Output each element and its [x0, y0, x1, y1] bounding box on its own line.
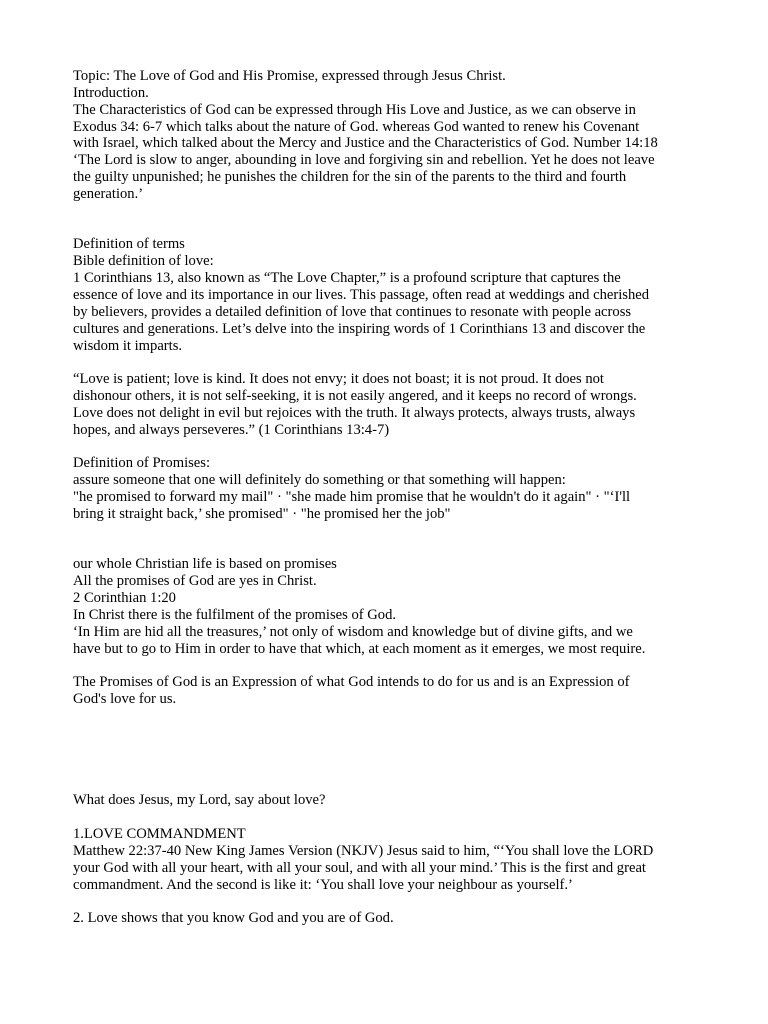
blank-space — [73, 708, 713, 792]
blank-space — [73, 203, 713, 237]
paragraph-line: ‘The Lord is slow to anger, abounding in love and forgiving sin and rebellion. Yet he does not leave — [73, 152, 655, 169]
document-topic: Topic: The Love of God and His Promise, expressed through Jesus Christ. — [73, 68, 506, 84]
paragraph-line: dishonour others, it is not self-seeking, it is not easily angered, and it keeps no record of wrongs. — [73, 388, 637, 405]
paragraph-line: "he promised to forward my mail" · "she made him promise that he wouldn't do it again" · "‘I'll — [73, 489, 631, 506]
blank-space — [73, 658, 713, 675]
paragraph-line: Matthew 22:37-40 New King James Version (NKJV) Jesus said to him, “‘You shall love the LORD — [73, 842, 654, 859]
love-chapter-paragraph — [73, 270, 713, 354]
blank-space — [73, 809, 713, 826]
paragraph-line: “Love is patient; love is kind. It does not envy; it does not boast; it is not proud. It does not — [73, 371, 604, 388]
paragraph-line: The Promises of God is an Expression of what God intends to do for us and is an Expression of — [73, 674, 630, 691]
paragraph-line: generation.’ — [73, 185, 144, 202]
paragraph-line: In Christ there is the fulfilment of the promises of God. — [73, 607, 397, 623]
jesus-question: What does Jesus, my Lord, say about love? — [73, 792, 326, 809]
paragraph-line: bring it straight back,’ she promised" · "he promised her the job" — [73, 505, 451, 522]
paragraph-line: have but to go to Him in order to have that which, at each moment as it emerges, we most require. — [73, 640, 646, 657]
promises-heading: Definition of Promises: — [73, 455, 211, 472]
paragraph-line: The Characteristics of God can be expressed through His Love and Justice, as we can observe in — [73, 101, 636, 118]
paragraph-line: with Israel, which talked about the Mercy and Justice and the Characteristics of God. Number 14:18 — [73, 135, 658, 152]
paragraph-line: your God with all your heart, with all your soul, and with all your mind.’ This is the first and great — [73, 859, 646, 876]
paragraph-line: Exodus 34: 6-7 which talks about the nature of God. whereas God wanted to renew his Covenant — [73, 118, 640, 135]
paragraph-line: ‘In Him are hid all the treasures,’ not only of wisdom and knowledge but of divine gifts, and we — [73, 623, 633, 640]
point-two: 2. Love shows that you know God and you are of God. — [73, 910, 394, 927]
document-page — [73, 68, 713, 927]
love-quote-paragraph — [73, 371, 713, 438]
paragraph-line: Love does not delight in evil but rejoices with the truth. It always protects, always trusts, always — [73, 404, 636, 421]
promises-paragraph — [73, 472, 713, 523]
blank-space — [73, 893, 713, 910]
paragraph-line: 1 Corinthians 13, also known as “The Love Chapter,” is a profound scripture that captures the — [73, 270, 621, 287]
expression-paragraph — [73, 674, 713, 708]
blank-space — [73, 523, 713, 557]
introduction-heading: Introduction. — [73, 84, 149, 101]
paragraph-line: wisdom it imparts. — [73, 337, 183, 354]
blank-space — [73, 354, 713, 371]
definition-of-terms-heading: Definition of terms — [73, 236, 185, 253]
paragraph-line: cultures and generations. Let’s delve into the inspiring words of 1 Corinthians 13 and discover the — [73, 320, 646, 337]
paragraph-line: commandment. And the second is like it: ‘You shall love your neighbour as yourself.’ — [73, 876, 573, 893]
introduction-paragraph — [73, 102, 713, 203]
paragraph-line: assure someone that one will definitely do something or that something will happen: — [73, 472, 566, 489]
paragraph-line: God's love for us. — [73, 691, 177, 708]
christian-life-paragraph — [73, 556, 713, 657]
bible-definition-heading: Bible definition of love: — [73, 253, 214, 270]
blank-space — [73, 439, 713, 456]
paragraph-line: All the promises of God are yes in Christ. — [73, 573, 317, 590]
commandment-heading: 1.LOVE COMMANDMENT — [73, 826, 246, 842]
commandment-paragraph — [73, 843, 713, 894]
paragraph-line: essence of love and its importance in our lives. This passage, often read at weddings and cherished — [73, 286, 650, 303]
paragraph-line: by believers, provides a detailed definition of love that continues to resonate with people across — [73, 303, 632, 320]
paragraph-line: the guilty unpunished; he punishes the children for the sin of the parents to the third and fourth — [73, 169, 627, 186]
paragraph-line: 2 Corinthian 1:20 — [73, 590, 176, 607]
paragraph-line: our whole Christian life is based on promises — [73, 556, 337, 573]
paragraph-line: hopes, and always perseveres.” (1 Corinthians 13:4-7) — [73, 421, 390, 438]
